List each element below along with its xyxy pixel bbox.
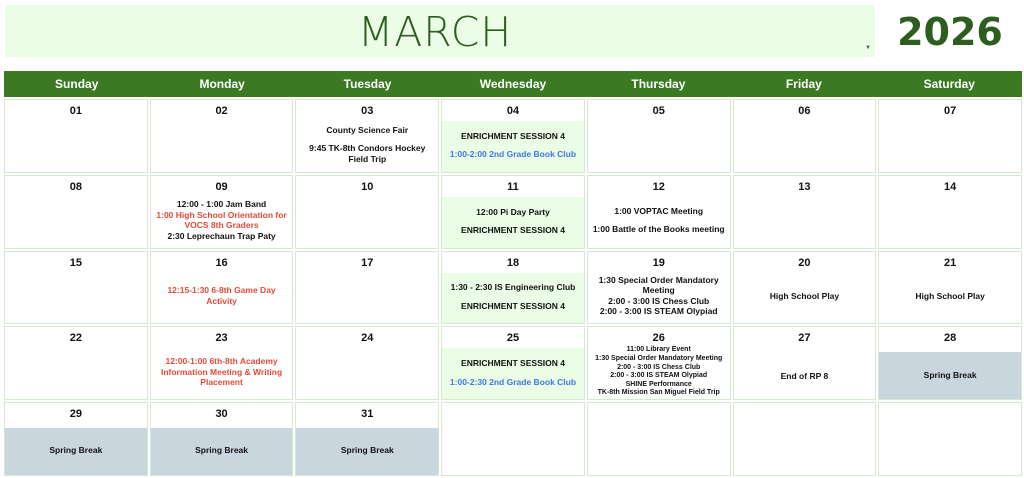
day-number: 02 [215, 105, 228, 117]
day-number: 22 [69, 332, 82, 345]
day-number: 28 [944, 332, 957, 345]
day-events [296, 271, 438, 324]
day-events [151, 119, 293, 172]
day-events [296, 346, 438, 399]
day-number: 13 [798, 180, 811, 193]
day-cell[interactable] [878, 402, 1022, 476]
day-cell[interactable] [150, 175, 294, 249]
event-label[interactable]: 9:45 TK-8th Condors Hockey Field Trip [309, 143, 426, 164]
day-number: 12 [652, 180, 665, 193]
day-events [5, 346, 147, 399]
chevron-down-icon[interactable]: ▼ [865, 45, 871, 51]
day-cell[interactable] [295, 175, 439, 249]
event-label[interactable]: Spring Break [923, 369, 977, 380]
event-label[interactable]: 11:00 Library Event [626, 346, 691, 354]
event-label[interactable]: Spring Break [340, 445, 394, 456]
day-number: 15 [69, 256, 82, 269]
day-number: 18 [506, 256, 520, 269]
event-label[interactable]: ENRICHMENT SESSION 4 [461, 300, 565, 311]
day-events [879, 119, 1021, 172]
day-number: 06 [798, 105, 811, 117]
day-cell[interactable] [295, 251, 439, 325]
day-events [151, 428, 293, 475]
day-cell[interactable] [587, 251, 731, 325]
day-cell[interactable] [878, 175, 1022, 249]
day-cell[interactable] [878, 99, 1022, 173]
day-number: 20 [798, 256, 811, 269]
day-events [879, 352, 1021, 399]
day-events [734, 271, 876, 324]
day-number: 27 [798, 332, 811, 345]
day-cell[interactable] [150, 99, 294, 173]
day-number: 07 [944, 105, 957, 117]
event-label[interactable]: 12:00 Pi Day Party [476, 206, 550, 217]
day-events [734, 346, 876, 399]
day-cell[interactable] [587, 99, 731, 173]
weekday-monday: Monday [199, 77, 245, 91]
weekday-sunday: Sunday [55, 77, 99, 91]
day-events [734, 119, 876, 172]
day-cell[interactable] [4, 99, 148, 173]
event-label[interactable]: 2:00 - 3:00 IS Chess Club [608, 295, 710, 306]
day-number: 05 [652, 105, 665, 117]
event-label[interactable]: 2:00 - 3:00 IS STEAM Olypiad [599, 306, 718, 317]
day-events [442, 422, 584, 475]
calendar-grid [4, 99, 1022, 476]
day-number: 09 [215, 180, 228, 193]
event-label[interactable]: SHINE Performance [625, 380, 692, 388]
day-number: 11 [507, 180, 519, 193]
day-events [588, 344, 730, 400]
day-number: 24 [361, 332, 374, 345]
day-cell[interactable] [295, 99, 439, 173]
day-events [5, 195, 147, 248]
day-number: 17 [361, 256, 374, 269]
day-number: 23 [215, 332, 228, 345]
day-events [296, 195, 438, 248]
day-events [442, 348, 584, 399]
day-events [588, 271, 730, 324]
day-events [588, 195, 730, 248]
event-label[interactable]: Spring Break [49, 445, 103, 456]
day-cell[interactable] [441, 99, 585, 173]
day-cell[interactable] [733, 99, 877, 173]
event-label[interactable]: 1:00-2:30 2nd Grade Book Club [449, 376, 577, 387]
event-label[interactable]: 2:00 - 3:00 IS STEAM Olypiad [610, 372, 708, 380]
day-events [296, 428, 438, 475]
day-number: 25 [506, 332, 520, 345]
month-selector[interactable] [5, 5, 875, 57]
day-cell[interactable] [587, 326, 731, 400]
day-number: 29 [69, 408, 82, 421]
day-number: 14 [944, 180, 957, 193]
event-label[interactable]: 1:30 Special Order Mandatory Meeting [595, 354, 723, 362]
day-number: 04 [506, 105, 520, 117]
weekday-wednesday: Wednesday [479, 77, 547, 91]
day-events [734, 195, 876, 248]
event-label[interactable]: TK-8th Mission San Miguel Field Trip [597, 389, 720, 397]
day-cell[interactable] [150, 251, 294, 325]
day-number: 30 [215, 408, 228, 421]
event-label[interactable]: County Science Fair [326, 124, 409, 135]
day-cell[interactable] [878, 251, 1022, 325]
event-label[interactable]: 1:30 Special Order Mandatory Meeting [598, 274, 719, 296]
event-label[interactable]: 1:00-2:00 2nd Grade Book Club [449, 149, 577, 160]
day-events [151, 346, 293, 399]
day-events [588, 422, 730, 475]
day-events [879, 422, 1021, 475]
event-label[interactable]: High School Play [769, 290, 840, 301]
event-label[interactable]: 1:00 Battle of the Books meeting [592, 224, 725, 235]
day-number: 21 [944, 256, 957, 269]
day-cell[interactable] [150, 402, 294, 476]
weekday-header [4, 71, 1022, 97]
day-events [5, 119, 147, 172]
weekday-saturday: Saturday [923, 77, 975, 91]
month-title: MARCH [357, 8, 513, 56]
day-events [442, 121, 584, 172]
day-cell[interactable] [441, 326, 585, 400]
weekday-friday: Friday [785, 77, 822, 91]
day-events [588, 119, 730, 172]
day-cell[interactable] [441, 175, 585, 249]
event-label[interactable]: 2:00 - 3:00 IS Chess Club [617, 363, 701, 371]
day-number: 01 [69, 105, 82, 117]
day-events [151, 271, 293, 324]
event-label[interactable]: 12:15-1:30 6-8th Game Day Activity [167, 285, 276, 306]
day-events [5, 428, 147, 475]
day-number: 16 [215, 256, 228, 269]
day-number: 31 [361, 408, 374, 421]
day-cell[interactable] [4, 251, 148, 325]
day-cell[interactable] [733, 251, 877, 325]
day-cell[interactable] [587, 175, 731, 249]
event-label[interactable]: 1:30 - 2:30 IS Engineering Club [450, 282, 576, 293]
day-events [5, 271, 147, 324]
day-cell[interactable] [587, 402, 731, 476]
event-label[interactable]: 12:00 - 1:00 Jam Band [176, 199, 267, 210]
day-cell[interactable] [4, 175, 148, 249]
day-cell[interactable] [295, 326, 439, 400]
event-label[interactable]: Spring Break [195, 445, 249, 456]
day-number: 10 [361, 180, 374, 193]
day-events [879, 195, 1021, 248]
day-number: 08 [69, 180, 82, 193]
event-label[interactable]: ENRICHMENT SESSION 4 [461, 358, 565, 369]
day-number: 19 [652, 256, 665, 269]
day-events [296, 119, 438, 172]
day-cell[interactable] [733, 402, 877, 476]
event-label[interactable]: 1:00 High School Orientation for VOCS 8th Graders [156, 209, 287, 231]
day-events [879, 271, 1021, 324]
event-label[interactable]: End of RP 8 [780, 370, 829, 381]
day-events [734, 422, 876, 475]
event-label[interactable]: High School Play [915, 290, 985, 301]
day-cell[interactable] [4, 326, 148, 400]
weekday-tuesday: Tuesday [343, 77, 392, 91]
day-events [151, 195, 293, 248]
day-number: 03 [361, 105, 374, 117]
day-cell[interactable] [878, 326, 1022, 400]
event-label[interactable]: 1:00 VOPTAC Meeting [614, 205, 704, 216]
day-cell[interactable] [441, 402, 585, 476]
day-cell[interactable] [733, 326, 877, 400]
event-label[interactable]: 12:00-1:00 6th-8th Academy Information Meeting & Writing Placement [160, 356, 283, 388]
weekday-thursday: Thursday [631, 77, 686, 91]
event-label[interactable]: 2:30 Leprechaun Trap Paty [167, 230, 276, 241]
event-label[interactable]: ENRICHMENT SESSION 4 [461, 225, 565, 236]
day-cell[interactable] [4, 402, 148, 476]
day-cell[interactable] [441, 251, 585, 325]
year-title: 2026 [897, 10, 1003, 54]
day-cell[interactable] [733, 175, 877, 249]
day-cell[interactable] [150, 326, 294, 400]
day-number: 26 [652, 332, 665, 345]
day-cell[interactable] [295, 402, 439, 476]
day-events [442, 273, 584, 324]
day-events [442, 197, 584, 248]
event-label[interactable]: ENRICHMENT SESSION 4 [461, 130, 565, 141]
